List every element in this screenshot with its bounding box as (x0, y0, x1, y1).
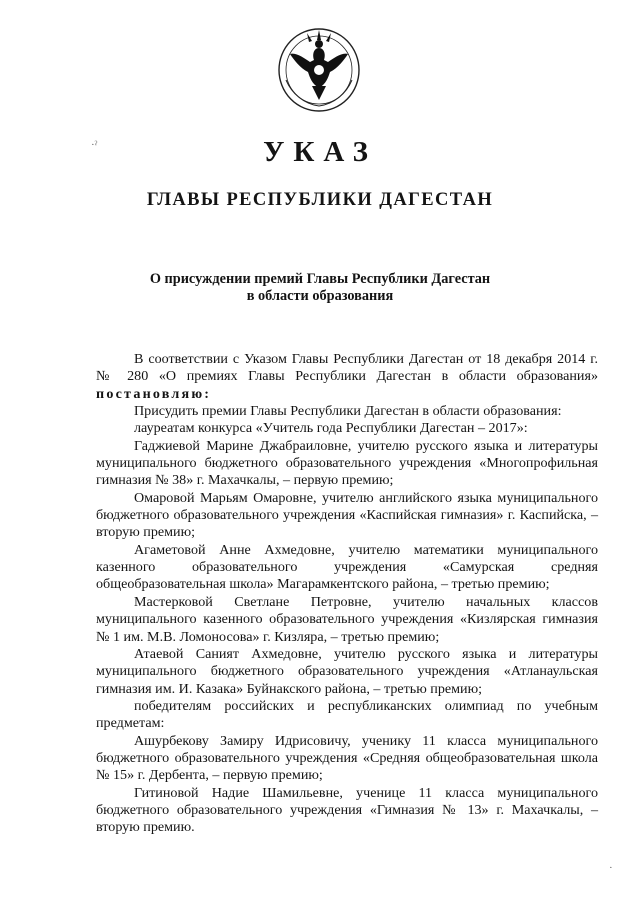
scan-speck: · (609, 862, 613, 874)
decree-heading-line2: в области образования (246, 288, 394, 304)
decree-body (96, 351, 598, 837)
document-title: УКАЗ (263, 136, 377, 168)
paragraph-winner-2: Гитиновой Надие Шамильевне, ученице 11 класса муниципального бюджетного образовательного учреждения «Гимназия № 13» г. Махачкалы, – вторую премию. (96, 784, 598, 836)
paragraph-laureate-3: Агаметовой Анне Ахмедовне, учителю математики муниципального казенного образовательного учреждения «Самурская средняя общеобразовательная школа» Магарамкентского района, – третью премию; (96, 541, 598, 593)
intro-paragraph (96, 351, 598, 403)
paragraph-olympiad-winners: победителям российских и республиканских олимпиад по учебным предметам: (96, 697, 598, 732)
decree-heading (0, 271, 640, 305)
decree-heading-line1: О присуждении премий Главы Республики Дагестан (149, 271, 491, 287)
intro-text: В соответствии с Указом Главы Республики Дагестан от 18 декабря 2014 г. № 280 «О премиях Главы Республики Дагестан в области образования» (96, 351, 598, 385)
scan-speck: ·ˀ (91, 139, 98, 151)
paragraph-laureate-2: Омаровой Марьям Омаровне, учителю английского языка муниципального бюджетного образовательного учреждения «Каспийская гимназия» г. Каспийска, – вторую премию; (96, 489, 598, 541)
paragraph-award-intro: Присудить премии Главы Республики Дагестан в области образования: (134, 403, 562, 420)
paragraph-laureate-4: Мастерковой Светлане Петровне, учителю начальных классов муниципального казенного образовательного учреждения «Кизлярская гимназия № 1 им. М.В. Ломоносова» г. Кизляра, – третью премию; (96, 593, 598, 645)
paragraph-laureate-5: Атаевой Саният Ахмедовне, учителю русского языка и литературы муниципального бюджетного образовательного учреждения «Атланаульская гимназия им. И. Казака» Буйнакского района, – третью премию; (96, 645, 598, 697)
document-subtitle: ГЛАВЫ РЕСПУБЛИКИ ДАГЕСТАН (146, 190, 494, 210)
coat-of-arms-emblem (274, 22, 364, 114)
decree-word: постановляю: (96, 385, 212, 402)
paragraph-winner-1: Ашурбекову Замиру Идрисовичу, ученику 11 класса муниципального бюджетного образовательного учреждения «Средняя общеобразовательная школа № 15» г. Дербента, – первую премию; (96, 732, 598, 784)
paragraph-laureates: лауреатам конкурса «Учитель года Республики Дагестан – 2017»: (134, 420, 528, 437)
paragraph-laureate-1: Гаджиевой Марине Джабраиловне, учителю русского языка и литературы муниципального бюджетного образовательного учреждения «Многопрофильная гимназия № 38» г. Махачкалы, – первую премию; (96, 437, 598, 489)
